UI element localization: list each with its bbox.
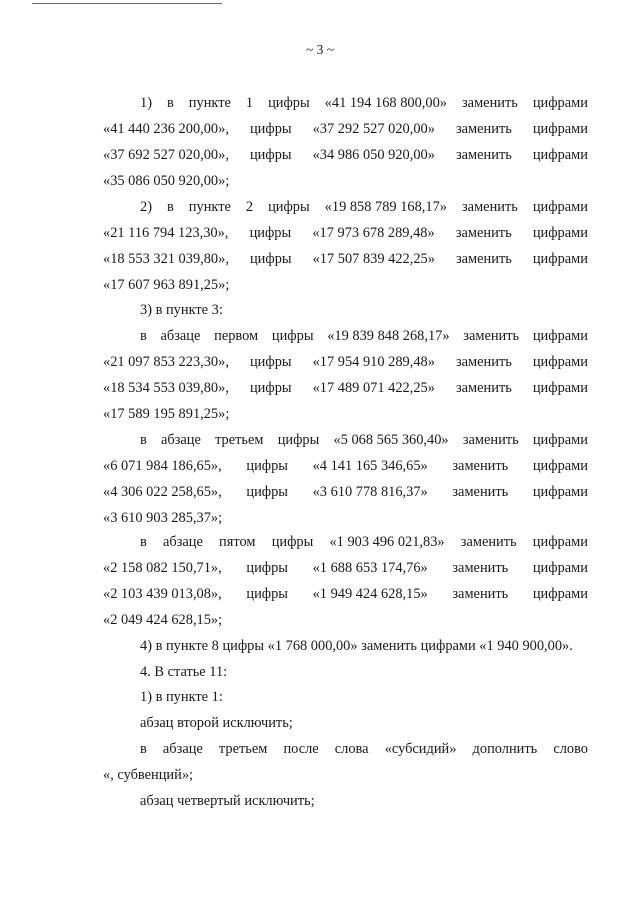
word: цифры <box>271 328 314 344</box>
word: в <box>140 432 147 448</box>
word: цифрами <box>532 121 588 137</box>
word: «41 440 236 200,00», <box>103 121 229 137</box>
word: «субсидий» <box>384 741 457 757</box>
word: «1 949 424 628,15» <box>312 586 428 602</box>
word: заменить <box>455 121 512 137</box>
word: в <box>140 534 147 550</box>
word: заменить <box>462 95 518 111</box>
word: цифры <box>249 121 292 137</box>
word: в <box>140 328 147 344</box>
word: заменить <box>455 147 512 163</box>
word: в <box>167 95 174 111</box>
word: «2 158 082 150,71», <box>103 560 222 576</box>
word: «41 194 168 800,00» <box>324 95 447 111</box>
text-line: «3 610 903 285,37»; <box>103 510 223 526</box>
word: после <box>283 741 319 757</box>
text-line <box>140 741 588 757</box>
word: заменить <box>455 251 512 267</box>
word: заменить <box>455 380 512 396</box>
word: цифры <box>277 432 320 448</box>
text-line: «, субвенций»; <box>103 767 194 783</box>
word: заменить <box>462 432 519 448</box>
word: «4 306 022 258,65», <box>103 484 222 500</box>
text-line <box>103 147 588 163</box>
word: цифрами <box>532 560 588 576</box>
word: заменить <box>452 560 509 576</box>
word: цифры <box>249 354 292 370</box>
word: цифры <box>271 534 314 550</box>
text-line: абзац второй исключить; <box>140 715 293 731</box>
header-rule <box>32 3 222 4</box>
word: абзаце <box>162 741 203 757</box>
word: «17 489 071 422,25» <box>312 380 435 396</box>
word: «19 858 789 168,17» <box>324 199 447 215</box>
word: слова <box>334 741 369 757</box>
word: пятом <box>219 534 256 550</box>
text-line <box>140 95 588 111</box>
page-number: ~ 3 ~ <box>306 42 335 57</box>
word: «37 692 527 020,00», <box>103 147 229 163</box>
word: в <box>140 741 147 757</box>
word: абзаце <box>161 432 201 448</box>
word: «21 097 853 223,30», <box>103 354 229 370</box>
word: заменить <box>452 586 509 602</box>
text-line: 1) в пункте 1: <box>140 689 223 705</box>
word: цифры <box>249 147 292 163</box>
text-line <box>140 432 588 448</box>
word: цифры <box>268 199 310 215</box>
word: цифрами <box>532 147 588 163</box>
text-line <box>103 458 588 474</box>
word: «6 071 984 186,65», <box>103 458 222 474</box>
text-line: «2 049 424 628,15»; <box>103 612 223 628</box>
text-line <box>103 484 588 500</box>
word: «3 610 778 816,37» <box>312 484 428 500</box>
word: цифрами <box>532 251 588 267</box>
word: «2 103 439 013,08», <box>103 586 222 602</box>
word: «21 116 794 123,30», <box>103 225 229 241</box>
word: цифрами <box>532 380 588 396</box>
word: заменить <box>463 328 520 344</box>
text-line: 4. В статье 11: <box>140 664 228 680</box>
word: заменить <box>462 199 518 215</box>
word: «5 068 565 360,40» <box>333 432 449 448</box>
word: «4 141 165 346,65» <box>312 458 428 474</box>
word: «18 553 321 039,80», <box>103 251 229 267</box>
word: цифрами <box>532 534 588 550</box>
word: дополнить <box>472 741 538 757</box>
word: «34 986 050 920,00» <box>312 147 435 163</box>
word: 1 <box>245 95 254 111</box>
word: пункте <box>188 199 231 215</box>
text-line: 3) в пункте 3: <box>140 302 223 318</box>
word: цифрами <box>532 484 588 500</box>
word: «37 292 527 020,00» <box>312 121 435 137</box>
text-line: «17 607 963 891,25»; <box>103 277 230 293</box>
word: в <box>167 199 174 215</box>
word: заменить <box>460 534 517 550</box>
word: цифрами <box>532 586 588 602</box>
word: заменить <box>455 354 512 370</box>
word: цифры <box>246 484 288 500</box>
text-line <box>140 199 588 215</box>
word: «1 688 653 174,76» <box>312 560 428 576</box>
word: абзаце <box>162 534 203 550</box>
word: цифрами <box>532 95 588 111</box>
word: «17 954 910 289,48» <box>312 354 435 370</box>
text-line: «35 086 050 920,00»; <box>103 173 230 189</box>
word: «17 507 839 422,25» <box>312 251 435 267</box>
word: третьем <box>215 432 264 448</box>
word: заменить <box>452 458 509 474</box>
text-line: «17 589 195 891,25»; <box>103 406 230 422</box>
word: «17 973 678 289,48» <box>312 225 435 241</box>
text-line <box>103 354 588 370</box>
text-line <box>140 534 588 550</box>
word: цифрами <box>532 225 588 241</box>
text-line <box>103 560 588 576</box>
word: цифрами <box>532 432 588 448</box>
text-line: 4) в пункте 8 цифры «1 768 000,00» заменить цифрами «1 940 900,00». <box>140 638 573 654</box>
text-line <box>140 328 588 344</box>
word: 1) <box>140 95 152 111</box>
word: заменить <box>452 484 509 500</box>
word: цифрами <box>532 458 588 474</box>
word: абзаце <box>160 328 201 344</box>
word: заменить <box>455 225 512 241</box>
word: цифры <box>246 458 288 474</box>
word: «18 534 553 039,80», <box>103 380 229 396</box>
word: цифры <box>249 225 292 241</box>
word: «1 903 496 021,83» <box>329 534 445 550</box>
word: цифры <box>249 251 292 267</box>
text-line <box>103 225 588 241</box>
word: первом <box>214 328 259 344</box>
word: цифры <box>246 586 288 602</box>
text-line: абзац четвертый исключить; <box>140 793 315 809</box>
text-line <box>103 380 588 396</box>
word: цифрами <box>532 199 588 215</box>
word: цифры <box>249 380 292 396</box>
word: цифры <box>268 95 310 111</box>
word: пункте <box>188 95 231 111</box>
word: цифрами <box>532 328 588 344</box>
text-line <box>103 121 588 137</box>
word: слово <box>553 741 588 757</box>
word: «19 839 848 268,17» <box>327 328 450 344</box>
word: 2) <box>140 199 152 215</box>
word: цифры <box>246 560 288 576</box>
word: третьем <box>218 741 268 757</box>
word: 2 <box>245 199 254 215</box>
text-line <box>103 251 588 267</box>
word: цифрами <box>532 354 588 370</box>
text-line <box>103 586 588 602</box>
